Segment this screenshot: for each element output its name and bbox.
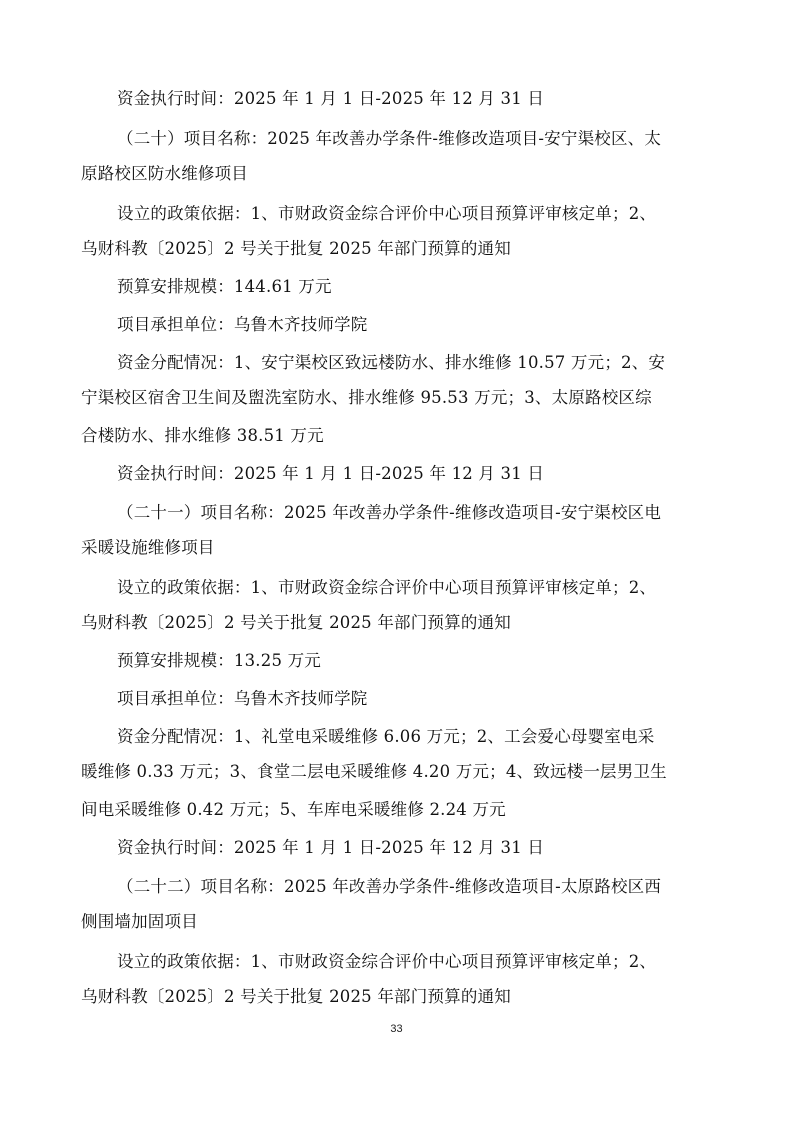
text-line: 乌财科教〔2025〕2 号关于批复 2025 年部门预算的通知 xyxy=(81,239,511,258)
text-line: 资金分配情况：1、礼堂电采暖维修 6.06 万元；2、工会爱心母婴室电采 xyxy=(117,727,655,746)
text-line: 预算安排规模：144.61 万元 xyxy=(117,277,332,296)
text-line: 设立的政策依据：1、市财政资金综合评价中心项目预算评审核定单；2、 xyxy=(117,204,657,223)
text-line: 项目承担单位：乌鲁木齐技师学院 xyxy=(117,315,368,334)
text-line: 项目承担单位：乌鲁木齐技师学院 xyxy=(117,689,368,708)
text-line: （二十）项目名称：2025 年改善办学条件-维修改造项目-安宁渠校区、太 xyxy=(117,129,662,148)
text-line: 乌财科教〔2025〕2 号关于批复 2025 年部门预算的通知 xyxy=(81,987,511,1006)
text-line: 侧围墙加固项目 xyxy=(81,912,198,931)
text-line: 乌财科教〔2025〕2 号关于批复 2025 年部门预算的通知 xyxy=(81,613,511,632)
text-line: 设立的政策依据：1、市财政资金综合评价中心项目预算评审核定单；2、 xyxy=(117,578,657,597)
text-line: 暖维修 0.33 万元；3、食堂二层电采暖维修 4.20 万元；4、致远楼一层男卫生 xyxy=(81,762,667,781)
text-line: 采暖设施维修项目 xyxy=(81,538,215,557)
text-line: （二十一）项目名称：2025 年改善办学条件-维修改造项目-安宁渠校区电 xyxy=(117,503,662,522)
text-line: （二十二）项目名称：2025 年改善办学条件-维修改造项目-太原路校区西 xyxy=(117,877,662,896)
text-line: 宁渠校区宿舍卫生间及盥洗室防水、排水维修 95.53 万元；3、太原路校区综 xyxy=(81,388,652,407)
text-line: 预算安排规模：13.25 万元 xyxy=(117,651,321,670)
text-line: 资金执行时间：2025 年 1 月 1 日-2025 年 12 月 31 日 xyxy=(117,89,545,108)
text-line: 资金执行时间：2025 年 1 月 1 日-2025 年 12 月 31 日 xyxy=(117,838,545,857)
text-line: 原路校区防水维修项目 xyxy=(81,164,248,183)
text-line: 合楼防水、排水维修 38.51 万元 xyxy=(81,426,324,445)
text-line: 设立的政策依据：1、市财政资金综合评价中心项目预算评审核定单；2、 xyxy=(117,952,657,971)
page-number: 33 xyxy=(390,1023,403,1035)
text-line: 资金分配情况：1、安宁渠校区致远楼防水、排水维修 10.57 万元；2、安 xyxy=(117,353,666,372)
text-line: 资金执行时间：2025 年 1 月 1 日-2025 年 12 月 31 日 xyxy=(117,464,545,483)
text-line: 间电采暖维修 0.42 万元；5、车库电采暖维修 2.24 万元 xyxy=(81,800,506,819)
